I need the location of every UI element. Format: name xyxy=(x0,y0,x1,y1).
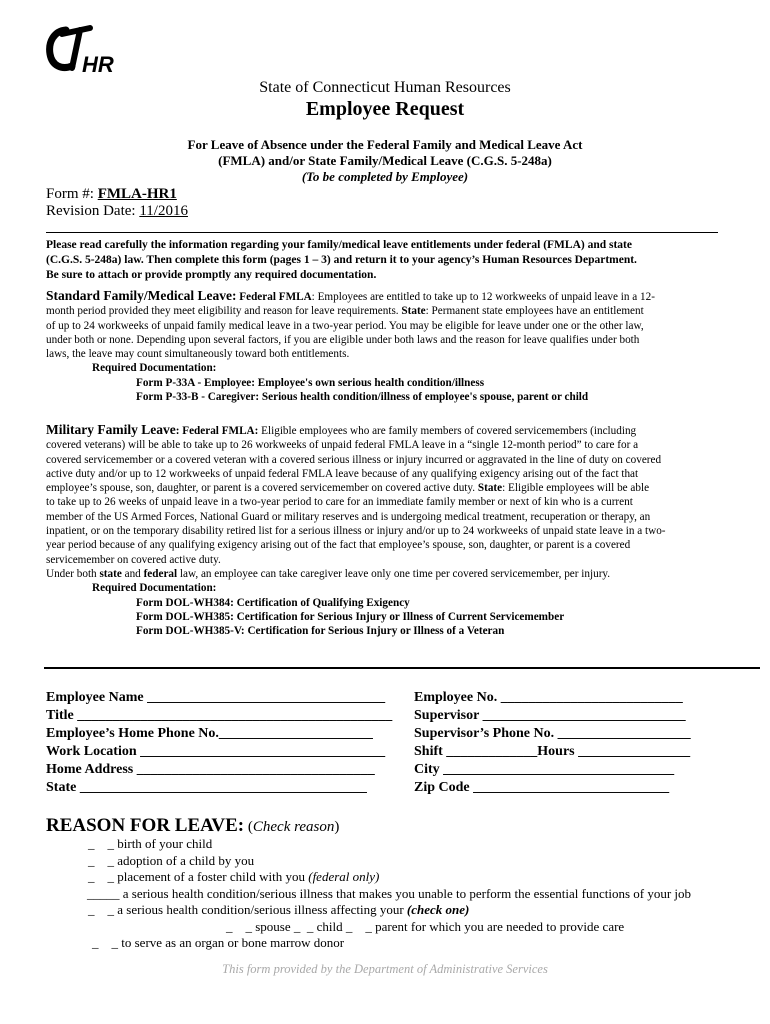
federal-label: Federal FMLA: xyxy=(182,425,259,437)
doc-item: Form DOL-WH385: Certification for Serious Injury or Illness of Current Servicemember xyxy=(136,610,565,623)
option-note: (federal only) xyxy=(308,869,380,884)
intro-line: Please read carefully the information regarding your family/medical leave entitlements under federal (FMLA) and state xyxy=(46,239,632,251)
subtitle-line-1: For Leave of Absence under the Federal Family and Medical Leave Act xyxy=(187,137,583,152)
intro-line: Be sure to attach or provide promptly any required documentation. xyxy=(46,269,377,281)
reason-option-foster[interactable] xyxy=(88,869,691,886)
text-line: covered servicemember or a covered veteran with a covered serious illness or injury incurred or aggravated in the line of duty on covered xyxy=(46,453,662,466)
text-line: to take up to 26 weeks of unpaid leave in a two-year period to care for an immediate family member or next of kin who is a current xyxy=(46,496,633,509)
reason-checklist xyxy=(88,836,691,952)
reason-hint: Check reason xyxy=(252,819,335,835)
text-line: month period provided they meet eligibility and reason for leave requirements. xyxy=(46,305,402,318)
state-label: State xyxy=(401,305,426,318)
text-line: servicemember on covered active duty. xyxy=(46,553,221,566)
doc-item: Form DOL-WH384: Certification of Qualifying Exigency xyxy=(136,596,410,609)
military-leave-section: Military Family Leave: Federal FMLA: Eligible employees who are family members of covered servicemembers (including covered veterans) will be able to take up to 26 workweeks of unpaid federal FMLA leave in a “single 12-month period” to care for a covered servicemember or a covered veteran with a covered serious illness or injury incurred or aggravated in the line of duty on covered active duty and/or up to 12 workweeks of unpaid federal FMLA leave because of any qualifying exigency arising out of the fact that employee’s spouse, son, daughter, or parent is a covered servicemember on covered active duty. State: Eligible employees will be able to take up to 26 weeks of unpaid leave in a two-year period to care for an immediate family member or next of kin who is a current member of the US Armed Forces, National Guard or military reserves and is undergoing medical treatment, recuperation or therapy, an inpatient, or on the temporary disability retired list for a serious illness or injury and/or up to 24 workweeks of unpaid state leave in a two- year period because of any qualifying exigency arising out of the fact that employee’s spouse, son, daughter, or parent is a covered servicemember on covered active duty. Under both state and federal law, an employee can take caregiver leave only one time per covered servicemember, per injury. Required Documentation: Form DOL-WH384: Certification of Qualifying Exigency Form DOL-WH385: Certification for Serious Injury or Illness of Current Servicemember Form DOL-WH385-V: Certification for Serious Injury or Illness of a Veteran xyxy=(46,423,746,638)
subtitle-line-2: (FMLA) and/or State Family/Medical Leave (C.G.S. 5-248a) xyxy=(218,153,552,168)
reason-option-birth[interactable]: _ _ birth of your child xyxy=(88,836,213,851)
subtitle xyxy=(0,137,770,185)
required-docs-label: Required Documentation: xyxy=(92,582,217,595)
reason-title: REASON FOR LEAVE: xyxy=(46,815,245,836)
text-line: Eligible employees who are family members of covered servicemembers (including xyxy=(258,425,637,437)
employee-no-field[interactable]: Employee No. __________________________ xyxy=(414,690,683,705)
intro-instructions xyxy=(46,238,726,283)
option-text: _ _ a serious health condition/serious illness affecting your xyxy=(88,902,407,917)
shift-hours-field[interactable]: Shift _____________Hours ________________ xyxy=(414,744,691,759)
state-label: State xyxy=(477,482,503,495)
employee-name-field[interactable]: Employee Name __________________________________ xyxy=(46,690,386,705)
form-number: FMLA-HR1 xyxy=(97,186,177,202)
required-docs-label: Required Documentation: xyxy=(92,362,217,375)
home-address-field[interactable]: Home Address __________________________________ xyxy=(46,762,375,777)
state-label: state xyxy=(99,567,122,580)
federal-label: Federal FMLA xyxy=(239,291,312,303)
text-line: year period because of any qualifying exigency arising out of the fact that employee’s spouse, son, daughter, or parent is a covered xyxy=(46,539,631,552)
divider xyxy=(46,232,718,233)
state-field[interactable]: State _________________________________________ xyxy=(46,780,367,795)
text-line: under both or none. Depending upon several factors, if you are eligible under both laws and the reason for leave qualifies under both xyxy=(46,333,640,346)
home-phone-field[interactable]: Employee’s Home Phone No.______________________ xyxy=(46,726,373,741)
subtitle-line-3: (To be completed by Employee) xyxy=(301,169,469,184)
text-line: Under both xyxy=(46,567,100,580)
text-line: and xyxy=(121,567,144,580)
federal-label: federal xyxy=(143,567,178,580)
text-line: of up to 24 workweeks of unpaid family medical leave in a two-year period. You may be eligible for leave under one or the other law, xyxy=(46,319,644,332)
supervisor-field[interactable]: Supervisor _____________________________ xyxy=(414,708,686,723)
supervisor-phone-field[interactable]: Supervisor’s Phone No. ___________________ xyxy=(414,726,691,741)
work-location-field[interactable]: Work Location ___________________________________ xyxy=(46,744,386,759)
text-line: active duty and/or up to 12 workweeks of unpaid federal FMLA leave because of any qualifying exigency arising out of the fact that xyxy=(46,467,639,480)
reason-option-adoption[interactable]: _ _ adoption of a child by you xyxy=(88,852,255,868)
revision-label: Revision Date: xyxy=(46,203,140,219)
reason-option-family-health[interactable] xyxy=(88,902,691,919)
reason-option-own-health[interactable]: _____ a serious health condition/serious illness that makes you unable to perform the essential functions of your job xyxy=(87,885,692,901)
divider xyxy=(44,667,760,669)
doc-item: Form DOL-WH385-V: Certification for Serious Injury or Illness of a Veteran xyxy=(136,625,505,638)
footer-note: This form provided by the Department of Administrative Services xyxy=(222,962,548,976)
standard-leave-section xyxy=(46,289,746,404)
paren: ( xyxy=(244,819,253,835)
text-line: covered veterans) will be able to take up to 26 workweeks of unpaid federal FMLA leave in a “single 12-month period” to care for a xyxy=(46,439,639,452)
option-text: _ _ placement of a foster child with you xyxy=(88,869,309,884)
revision-date: 11/2016 xyxy=(139,203,188,219)
text-line: employee’s spouse, son, daughter, or parent is a covered servicemember on covered active duty. xyxy=(46,482,478,495)
form-number-label: Form #: xyxy=(46,186,98,202)
city-field[interactable]: City _________________________________ xyxy=(414,762,675,777)
zip-field[interactable]: Zip Code ____________________________ xyxy=(414,780,670,795)
title-field[interactable]: Title _____________________________________________ xyxy=(46,708,393,723)
doc-item: Form P-33A - Employee: Employee's own serious health condition/illness xyxy=(136,376,485,389)
paren: ) xyxy=(334,819,340,835)
reason-heading xyxy=(46,815,339,837)
standard-leave-heading: Standard Family/Medical Leave: xyxy=(46,288,237,303)
employee-info-fields xyxy=(46,689,746,797)
family-member-options[interactable]: _ _ spouse _ _ child _ _ parent for which you are needed to provide care xyxy=(226,918,625,934)
option-note: (check one) xyxy=(406,902,470,917)
form-info xyxy=(46,186,188,220)
text-line: : Employees are entitled to take up to 12 workweeks of unpaid leave in a 12- xyxy=(311,291,655,303)
agency-name: State of Connecticut Human Resources xyxy=(259,79,511,96)
reason-option-organ-donor[interactable]: _ _ to serve as an organ or bone marrow donor xyxy=(92,935,345,950)
text-line: : Permanent state employees have an entitlement xyxy=(425,305,644,318)
text-line: inpatient, or on the temporary disability retired list for a serious illness or injury and/or up to 24 workweeks of unpaid state leave in a two- xyxy=(46,525,666,538)
text-line: member of the US Armed Forces, National Guard or military reserves and is undergoing medical treatment, recuperation or therapy, an xyxy=(46,510,651,523)
military-leave-heading: Military Family Leave xyxy=(46,422,176,437)
page-title: Employee Request xyxy=(305,98,465,120)
text-line: law, an employee can take caregiver leave only one time per covered servicemember, per injury. xyxy=(177,567,611,580)
doc-item: Form P-33-B - Caregiver: Serious health condition/illness of employee's spouse, parent or child xyxy=(136,391,589,404)
text-line: laws, the leave may count simultaneously toward both entitlements. xyxy=(46,348,350,361)
text-line: : Eligible employees will be able xyxy=(502,482,650,495)
svg-text:HR: HR xyxy=(82,52,114,77)
intro-line: (C.G.S. 5-248a) law. Then complete this form (pages 1 – 3) and return it to your agency’s Human Resources Department. xyxy=(46,254,637,266)
cthr-logo xyxy=(46,22,130,78)
